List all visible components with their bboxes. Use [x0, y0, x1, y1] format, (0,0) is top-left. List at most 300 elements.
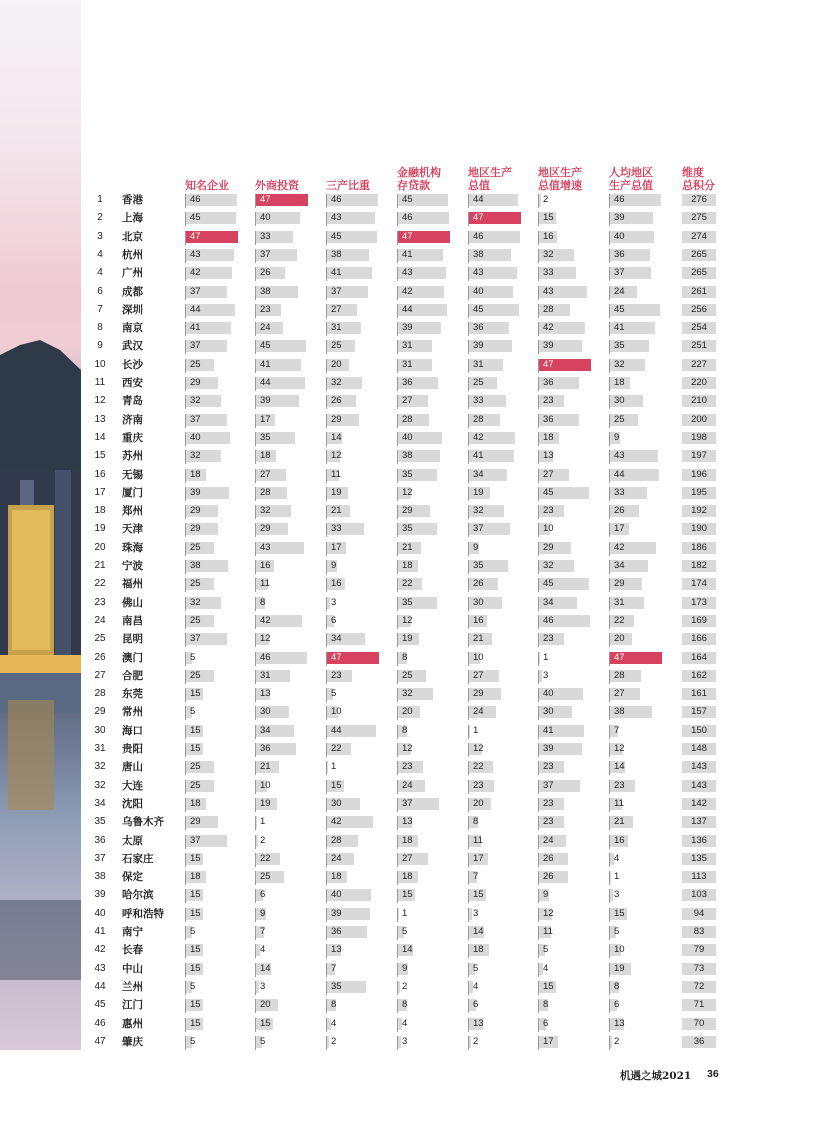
score-value: 10 [543, 523, 554, 535]
score-value: 15 [190, 889, 201, 901]
score-value: 32 [331, 377, 342, 388]
city-name: 杭州 [122, 248, 143, 261]
score-value: 32 [190, 395, 201, 407]
score-value: 35 [331, 980, 342, 992]
total-score-value: 274 [691, 230, 707, 242]
score-value: 17 [543, 1035, 554, 1047]
rank-number: 38 [94, 871, 106, 883]
score-value: 18 [543, 431, 554, 443]
table-row [90, 539, 730, 557]
score-value: 45 [543, 486, 554, 498]
total-score-value: 142 [691, 797, 707, 809]
score-value: 27 [543, 468, 554, 480]
score-value: 41 [543, 724, 554, 736]
score-value: 5 [190, 1035, 196, 1047]
score-value: 8 [543, 999, 549, 1011]
score-value: 10 [614, 944, 625, 956]
score-bar [539, 194, 541, 206]
score-value: 31 [331, 322, 342, 334]
score-value: 15 [190, 1017, 201, 1029]
score-value: 29 [331, 413, 342, 425]
score-value: 13 [614, 1017, 625, 1029]
score-value: 17 [614, 523, 625, 535]
score-value: 44 [190, 303, 201, 315]
score-value: 3 [331, 596, 337, 608]
score-value: 28 [260, 486, 271, 498]
score-value: 25 [190, 578, 201, 590]
rank-number: 9 [97, 340, 103, 352]
score-value: 37 [543, 779, 554, 791]
city-name: 济南 [122, 413, 143, 426]
city-name: 贵阳 [122, 743, 143, 755]
score-value: 47 [402, 230, 413, 242]
score-value: 30 [614, 395, 625, 407]
score-value: 29 [190, 377, 201, 388]
total-score-cell [682, 523, 716, 535]
score-value: 26 [543, 852, 554, 864]
score-value: 5 [331, 688, 337, 700]
score-value: 25 [190, 779, 201, 791]
total-score-value: 276 [691, 194, 707, 205]
city-name: 香港 [122, 194, 143, 206]
total-score-cell [682, 780, 716, 792]
table-row [90, 209, 730, 227]
total-score-cell [682, 926, 716, 938]
score-value: 35 [402, 468, 413, 480]
rank-number: 32 [94, 779, 106, 791]
score-value: 46 [614, 194, 625, 205]
rank-number: 8 [97, 322, 103, 334]
city-name: 石家庄 [122, 852, 154, 865]
total-score-cell [682, 761, 716, 773]
score-value: 23 [543, 505, 554, 517]
score-value: 5 [473, 962, 479, 974]
score-value: 46 [543, 614, 554, 626]
total-score-value: 200 [691, 413, 707, 425]
score-value: 21 [402, 541, 413, 553]
total-score-value: 137 [691, 816, 707, 828]
total-score-cell [682, 1018, 716, 1030]
table-row [90, 868, 730, 886]
score-value: 33 [260, 230, 271, 242]
total-score-value: 136 [691, 834, 707, 846]
city-name: 南昌 [122, 614, 143, 627]
score-value: 29 [190, 523, 201, 535]
score-value: 5 [190, 926, 196, 937]
table-row [90, 337, 730, 355]
column-header-label: 地区生产 总值 [468, 166, 512, 192]
score-value: 23 [331, 669, 342, 681]
score-value: 26 [614, 505, 625, 517]
score-value: 36 [402, 377, 413, 388]
score-value: 41 [190, 322, 201, 334]
score-value: 24 [402, 779, 413, 791]
city-name: 呼和浩特 [122, 907, 164, 920]
rank-number: 26 [94, 651, 106, 663]
score-value: 14 [614, 761, 625, 773]
score-value: 42 [473, 431, 484, 443]
score-value: 27 [331, 303, 342, 315]
rank-number: 15 [94, 450, 106, 462]
score-value: 46 [190, 194, 201, 205]
city-name: 北京 [122, 230, 143, 243]
total-score-value: 251 [691, 340, 707, 352]
total-score-value: 79 [693, 944, 705, 956]
score-value: 7 [331, 962, 337, 974]
score-value: 15 [331, 779, 342, 791]
score-value: 32 [190, 450, 201, 462]
table-row [90, 557, 730, 575]
total-score-cell [682, 231, 716, 243]
score-value: 6 [260, 889, 266, 901]
total-score-cell [682, 286, 716, 298]
score-value: 3 [260, 980, 266, 992]
score-value: 2 [331, 1035, 337, 1047]
table-row [90, 1015, 730, 1033]
column-header [609, 162, 653, 192]
score-value: 39 [260, 395, 271, 407]
score-value: 38 [473, 248, 484, 260]
rank-number: 22 [94, 578, 106, 590]
score-value: 27 [260, 468, 271, 480]
score-value: 25 [402, 669, 413, 681]
score-value: 34 [473, 468, 484, 480]
score-value: 31 [473, 358, 484, 370]
column-header [185, 162, 229, 192]
footer-title: 机遇之城2021 [620, 1070, 692, 1082]
column-header [397, 162, 441, 192]
city-name: 重庆 [122, 431, 143, 444]
score-value: 24 [614, 285, 625, 297]
score-value: 40 [473, 285, 484, 297]
city-name: 深圳 [122, 303, 143, 316]
city-name: 青岛 [122, 395, 143, 408]
city-name: 江门 [122, 999, 143, 1012]
score-value: 18 [331, 871, 342, 883]
score-value: 45 [190, 212, 201, 224]
total-score-cell [682, 212, 716, 224]
column-header-label: 地区生产 总值增速 [538, 166, 582, 192]
total-score-value: 197 [691, 450, 707, 462]
score-value: 25 [473, 377, 484, 388]
score-value: 32 [402, 688, 413, 700]
score-value: 39 [543, 743, 554, 754]
table-row [90, 283, 730, 301]
score-value: 32 [473, 505, 484, 517]
score-value: 2 [543, 194, 549, 205]
score-bar [539, 652, 540, 664]
score-value: 9 [331, 560, 337, 571]
table-row [90, 594, 730, 612]
score-value: 13 [473, 1017, 484, 1029]
rank-number: 36 [94, 834, 106, 846]
total-score-value: 36 [693, 1035, 705, 1047]
score-value: 28 [331, 834, 342, 846]
total-score-cell [682, 578, 716, 590]
table-row [90, 356, 730, 374]
city-name: 乌鲁木齐 [122, 816, 164, 829]
score-value: 8 [402, 999, 408, 1011]
rank-number: 14 [94, 431, 106, 443]
city-name: 长沙 [122, 358, 143, 371]
score-value: 27 [614, 688, 625, 700]
total-score-cell [682, 542, 716, 554]
score-value: 17 [260, 413, 271, 425]
score-value: 17 [331, 541, 342, 553]
rank-number: 39 [94, 889, 106, 901]
score-bar [398, 1036, 401, 1048]
total-score-value: 256 [691, 303, 707, 315]
score-bar [327, 597, 330, 609]
score-value: 42 [190, 267, 201, 279]
city-name: 合肥 [122, 669, 143, 682]
table-row [90, 850, 730, 868]
score-value: 29 [190, 816, 201, 828]
score-value: 29 [260, 523, 271, 535]
score-value: 25 [190, 541, 201, 553]
rank-number: 40 [94, 907, 106, 919]
total-score-value: 261 [691, 285, 707, 297]
total-score-cell [682, 908, 716, 920]
table-row [90, 832, 730, 850]
rank-number: 35 [94, 816, 106, 828]
score-value: 23 [402, 761, 413, 773]
score-value: 15 [190, 724, 201, 736]
score-value: 19 [473, 486, 484, 498]
score-value: 41 [473, 450, 484, 462]
score-bar [469, 908, 472, 920]
score-value: 22 [614, 614, 625, 626]
table-row [90, 246, 730, 264]
score-value: 5 [190, 651, 196, 663]
total-score-cell [682, 981, 716, 993]
rank-number: 21 [94, 560, 106, 571]
score-value: 32 [543, 560, 554, 571]
score-value: 23 [473, 779, 484, 791]
score-bar [256, 835, 258, 847]
score-value: 37 [190, 285, 201, 297]
score-value: 43 [614, 450, 625, 462]
score-value: 34 [260, 724, 271, 736]
rank-number: 25 [94, 633, 106, 645]
score-value: 10 [473, 651, 484, 663]
table-row [90, 429, 730, 447]
score-value: 28 [614, 669, 625, 681]
score-value: 44 [260, 377, 271, 388]
table-row [90, 466, 730, 484]
score-value: 20 [614, 633, 625, 645]
score-value: 29 [614, 578, 625, 590]
score-value: 15 [402, 889, 413, 901]
rank-number: 2 [97, 212, 103, 224]
total-score-cell [682, 560, 716, 572]
score-bar [469, 1036, 471, 1048]
score-value: 36 [260, 743, 271, 754]
total-score-value: 169 [691, 614, 707, 626]
score-value: 2 [260, 834, 266, 846]
score-value: 12 [331, 450, 342, 462]
total-score-cell [682, 249, 716, 261]
rank-number: 17 [94, 486, 106, 498]
score-value: 23 [543, 395, 554, 407]
score-value: 13 [331, 944, 342, 956]
table-row [90, 392, 730, 410]
city-name: 东莞 [122, 688, 143, 701]
total-score-cell [682, 743, 716, 755]
score-value: 19 [260, 797, 271, 809]
total-score-value: 265 [691, 248, 707, 260]
total-score-value: 275 [691, 212, 707, 224]
rank-number: 28 [94, 688, 106, 700]
score-value: 47 [614, 651, 625, 663]
total-score-value: 254 [691, 322, 707, 334]
city-name: 澳门 [122, 651, 143, 664]
total-score-cell [682, 505, 716, 517]
score-value: 45 [260, 340, 271, 352]
score-value: 11 [473, 834, 483, 846]
city-name: 哈尔滨 [122, 889, 154, 902]
city-name: 肇庆 [122, 1035, 143, 1048]
total-score-cell [682, 871, 716, 883]
city-name: 宁波 [122, 560, 143, 572]
score-value: 33 [543, 267, 554, 279]
score-value: 43 [331, 212, 342, 224]
total-score-cell [682, 432, 716, 444]
total-score-cell [682, 450, 716, 462]
score-value: 23 [543, 761, 554, 773]
score-value: 8 [473, 816, 479, 828]
column-header [538, 162, 582, 192]
score-value: 12 [543, 907, 554, 919]
score-bar [256, 981, 259, 993]
score-value: 42 [543, 322, 554, 334]
city-name: 天津 [122, 523, 143, 536]
score-value: 24 [543, 834, 554, 846]
score-value: 33 [473, 395, 484, 407]
score-value: 2 [473, 1035, 479, 1047]
score-value: 25 [190, 669, 201, 681]
total-score-value: 190 [691, 523, 707, 535]
rank-number: 46 [94, 1017, 106, 1029]
score-value: 7 [614, 724, 620, 736]
total-score-cell [682, 652, 716, 664]
score-value: 38 [190, 560, 201, 571]
score-value: 42 [402, 285, 413, 297]
score-value: 11 [331, 468, 341, 480]
score-value: 42 [614, 541, 625, 553]
city-name: 长春 [122, 944, 143, 957]
total-score-cell [682, 469, 716, 481]
score-value: 26 [543, 871, 554, 883]
score-value: 15 [190, 852, 201, 864]
total-score-value: 148 [691, 743, 707, 754]
score-value: 42 [331, 816, 342, 828]
total-score-value: 150 [691, 724, 707, 736]
total-score-value: 198 [691, 431, 707, 443]
score-value: 25 [190, 761, 201, 773]
table-row [90, 484, 730, 502]
city-name: 兰州 [122, 980, 143, 993]
table-row [90, 758, 730, 776]
score-value: 26 [473, 578, 484, 590]
score-value: 2 [614, 1035, 620, 1047]
total-score-cell [682, 322, 716, 334]
score-value: 1 [331, 761, 337, 773]
total-score-cell [682, 706, 716, 718]
score-value: 2 [402, 980, 408, 992]
score-value: 15 [190, 999, 201, 1011]
score-value: 12 [402, 743, 413, 754]
score-value: 1 [614, 871, 620, 883]
total-score-value: 164 [691, 651, 707, 663]
column-header-label: 人均地区 生产总值 [609, 166, 653, 192]
score-bar [469, 725, 470, 737]
table-row [90, 649, 730, 667]
score-value: 43 [402, 267, 413, 279]
table-row [90, 978, 730, 996]
score-value: 44 [473, 194, 484, 205]
score-value: 11 [543, 926, 553, 937]
rank-number: 19 [94, 523, 106, 535]
rank-number: 23 [94, 596, 106, 608]
score-value: 1 [543, 651, 549, 663]
score-value: 4 [614, 852, 620, 864]
rank-number: 11 [94, 377, 106, 388]
score-value: 5 [190, 980, 196, 992]
total-score-value: 166 [691, 633, 707, 645]
table-row [90, 813, 730, 831]
score-value: 24 [331, 852, 342, 864]
rank-number: 10 [94, 358, 106, 370]
score-value: 43 [473, 267, 484, 279]
table-row [90, 996, 730, 1014]
score-value: 16 [260, 560, 271, 571]
score-value: 39 [402, 322, 413, 334]
score-bar [327, 761, 328, 773]
score-value: 29 [473, 688, 484, 700]
table-row [90, 630, 730, 648]
score-value: 9 [614, 431, 620, 443]
total-score-cell [682, 725, 716, 737]
score-value: 16 [331, 578, 342, 590]
score-value: 18 [473, 944, 484, 956]
score-value: 12 [402, 486, 413, 498]
total-score-value: 220 [691, 377, 707, 388]
score-value: 22 [331, 743, 342, 754]
score-value: 27 [402, 395, 413, 407]
score-value: 38 [402, 450, 413, 462]
score-value: 36 [543, 413, 554, 425]
score-value: 30 [473, 596, 484, 608]
rank-number: 44 [94, 980, 106, 992]
table-row [90, 575, 730, 593]
score-value: 45 [614, 303, 625, 315]
score-value: 44 [614, 468, 625, 480]
score-value: 18 [614, 377, 625, 388]
score-value: 43 [190, 248, 201, 260]
score-value: 42 [260, 614, 271, 626]
city-name: 南宁 [122, 926, 143, 938]
total-score-value: 192 [691, 505, 707, 517]
city-name: 珠海 [122, 541, 143, 554]
score-value: 32 [190, 596, 201, 608]
total-score-cell [682, 487, 716, 499]
total-score-value: 157 [691, 706, 707, 718]
score-value: 23 [614, 779, 625, 791]
score-value: 22 [260, 852, 271, 864]
score-value: 46 [473, 230, 484, 242]
score-value: 40 [331, 889, 342, 901]
